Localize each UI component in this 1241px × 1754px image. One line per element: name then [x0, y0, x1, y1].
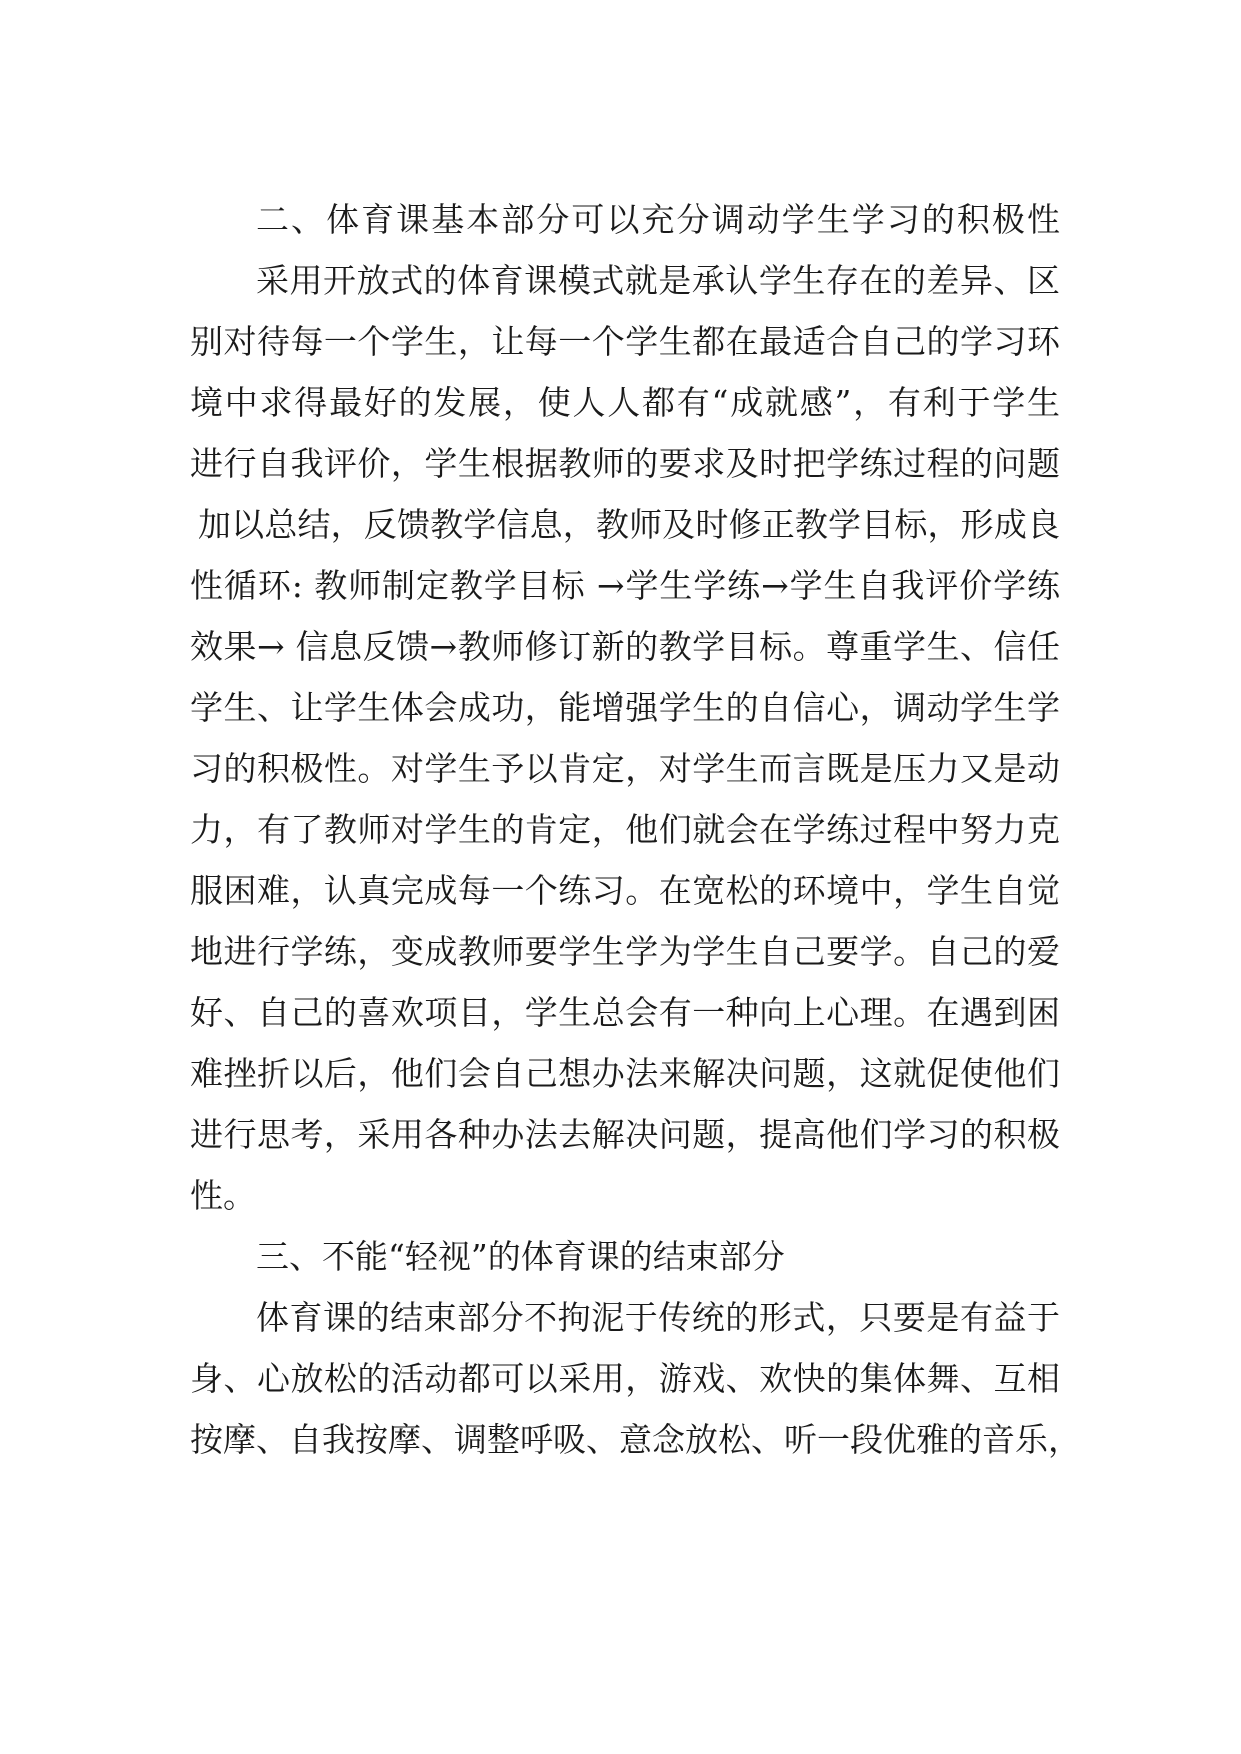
paragraph-line: 进行思考，采用各种办法去解决问题，提高他们学习的积极 [190, 1115, 1060, 1154]
paragraph-line: 服困难，认真完成每一个练习。在宽松的环境中，学生自觉 [190, 871, 1060, 910]
section-heading: 三、不能“轻视”的体育课的结束部分 [256, 1237, 785, 1276]
paragraph-line: 别对待每一个学生，让每一个学生都在最适合自己的学习环 [190, 322, 1060, 361]
paragraph-line: 体育课的结束部分不拘泥于传统的形式，只要是有益于 [256, 1298, 1060, 1337]
paragraph-line: 学生、让学生体会成功，能增强学生的自信心，调动学生学 [190, 688, 1060, 727]
paragraph-line: 习的积极性。对学生予以肯定，对学生而言既是压力又是动 [190, 749, 1060, 788]
paragraph-line: 性。 [190, 1176, 256, 1215]
paragraph-line: 进行自我评价，学生根据教师的要求及时把学练过程的问题 [190, 444, 1060, 483]
section-heading: 二、体育课基本部分可以充分调动学生学习的积极性 [256, 200, 1060, 239]
paragraph-line: 按摩、自我按摩、调整呼吸、意念放松、听一段优雅的音乐， [190, 1420, 1081, 1459]
paragraph-line: 难挫折以后，他们会自己想办法来解决问题，这就促使他们 [190, 1054, 1060, 1093]
paragraph-line: 效果→ 信息反馈→教师修订新的教学目标。尊重学生、信任 [190, 627, 1060, 666]
paragraph-line: 地进行学练，变成教师要学生学为学生自己要学。自己的爱 [190, 932, 1060, 971]
paragraph-line: 加以总结，反馈教学信息，教师及时修正教学目标，形成良 [198, 505, 1060, 544]
paragraph-line: 力，有了教师对学生的肯定，他们就会在学练过程中努力克 [190, 810, 1060, 849]
paragraph-line: 境中求得最好的发展，使人人都有“成就感”，有利于学生 [190, 383, 1060, 422]
paragraph-line: 性循环: 教师制定教学目标 →学生学练→学生自我评价学练 [190, 566, 1060, 605]
paragraph-line: 身、心放松的活动都可以采用，游戏、欢快的集体舞、互相 [190, 1359, 1060, 1398]
paragraph-line: 好、自己的喜欢项目，学生总会有一种向上心理。在遇到困 [190, 993, 1060, 1032]
paragraph-line: 采用开放式的体育课模式就是承认学生存在的差异、区 [256, 261, 1060, 300]
